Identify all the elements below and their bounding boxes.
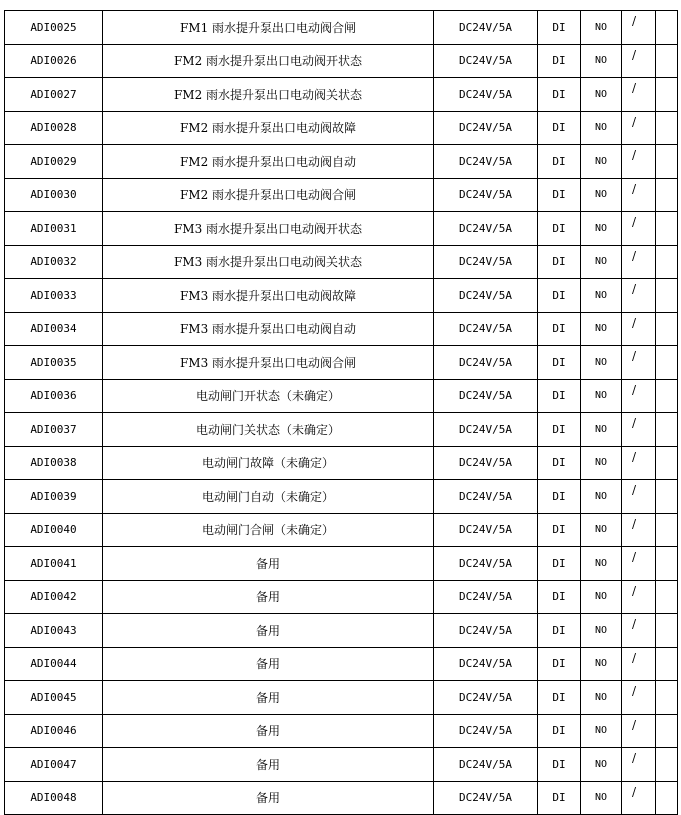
description-cell: 电动闸门关状态（未确定） bbox=[103, 413, 434, 447]
description-cell: FM3 雨水提升泵出口电动阀开状态 bbox=[103, 212, 434, 246]
spec-cell: DC24V/5A bbox=[434, 111, 538, 145]
table-row bbox=[5, 748, 678, 782]
table-row bbox=[5, 212, 678, 246]
description-cell: 备用 bbox=[103, 547, 434, 581]
description-cell: 电动闸门合闸（未确定） bbox=[103, 513, 434, 547]
extra-cell bbox=[656, 111, 678, 145]
extra-cell bbox=[656, 312, 678, 346]
contact-type-cell: NO bbox=[581, 11, 622, 45]
description-cell: FM2 雨水提升泵出口电动阀自动 bbox=[103, 145, 434, 179]
point-code-cell: ADI0026 bbox=[5, 44, 103, 78]
signal-type-cell: DI bbox=[538, 714, 581, 748]
signal-type-cell: DI bbox=[538, 480, 581, 514]
extra-cell bbox=[656, 413, 678, 447]
io-point-table bbox=[4, 10, 678, 815]
table-row bbox=[5, 781, 678, 815]
signal-type-cell: DI bbox=[538, 379, 581, 413]
spec-cell: DC24V/5A bbox=[434, 580, 538, 614]
remark-cell: / bbox=[622, 178, 656, 212]
description-cell: FM1 雨水提升泵出口电动阀合闸 bbox=[103, 11, 434, 45]
table-row bbox=[5, 413, 678, 447]
spec-cell: DC24V/5A bbox=[434, 312, 538, 346]
description-cell: 备用 bbox=[103, 681, 434, 715]
description-cell: FM2 雨水提升泵出口电动阀关状态 bbox=[103, 78, 434, 112]
point-code-cell: ADI0032 bbox=[5, 245, 103, 279]
table-row bbox=[5, 480, 678, 514]
spec-cell: DC24V/5A bbox=[434, 748, 538, 782]
point-code-cell: ADI0036 bbox=[5, 379, 103, 413]
signal-type-cell: DI bbox=[538, 145, 581, 179]
table-row bbox=[5, 513, 678, 547]
contact-type-cell: NO bbox=[581, 78, 622, 112]
extra-cell bbox=[656, 212, 678, 246]
spec-cell: DC24V/5A bbox=[434, 78, 538, 112]
signal-type-cell: DI bbox=[538, 44, 581, 78]
signal-type-cell: DI bbox=[538, 748, 581, 782]
point-code-cell: ADI0030 bbox=[5, 178, 103, 212]
extra-cell bbox=[656, 480, 678, 514]
contact-type-cell: NO bbox=[581, 413, 622, 447]
remark-cell: / bbox=[622, 647, 656, 681]
table-body bbox=[5, 11, 678, 815]
table-row bbox=[5, 178, 678, 212]
point-code-cell: ADI0047 bbox=[5, 748, 103, 782]
spec-cell: DC24V/5A bbox=[434, 212, 538, 246]
point-code-cell: ADI0043 bbox=[5, 614, 103, 648]
signal-type-cell: DI bbox=[538, 413, 581, 447]
contact-type-cell: NO bbox=[581, 346, 622, 380]
remark-cell: / bbox=[622, 714, 656, 748]
remark-cell: / bbox=[622, 145, 656, 179]
description-cell: 备用 bbox=[103, 748, 434, 782]
extra-cell bbox=[656, 446, 678, 480]
spec-cell: DC24V/5A bbox=[434, 245, 538, 279]
extra-cell bbox=[656, 547, 678, 581]
extra-cell bbox=[656, 580, 678, 614]
point-code-cell: ADI0034 bbox=[5, 312, 103, 346]
spec-cell: DC24V/5A bbox=[434, 781, 538, 815]
extra-cell bbox=[656, 78, 678, 112]
contact-type-cell: NO bbox=[581, 681, 622, 715]
table-row bbox=[5, 11, 678, 45]
extra-cell bbox=[656, 647, 678, 681]
contact-type-cell: NO bbox=[581, 279, 622, 313]
spec-cell: DC24V/5A bbox=[434, 446, 538, 480]
contact-type-cell: NO bbox=[581, 714, 622, 748]
spec-cell: DC24V/5A bbox=[434, 145, 538, 179]
extra-cell bbox=[656, 44, 678, 78]
signal-type-cell: DI bbox=[538, 111, 581, 145]
description-cell: 备用 bbox=[103, 781, 434, 815]
contact-type-cell: NO bbox=[581, 781, 622, 815]
table-row bbox=[5, 279, 678, 313]
contact-type-cell: NO bbox=[581, 44, 622, 78]
signal-type-cell: DI bbox=[538, 681, 581, 715]
extra-cell bbox=[656, 614, 678, 648]
point-code-cell: ADI0042 bbox=[5, 580, 103, 614]
signal-type-cell: DI bbox=[538, 547, 581, 581]
point-code-cell: ADI0037 bbox=[5, 413, 103, 447]
contact-type-cell: NO bbox=[581, 379, 622, 413]
remark-cell: / bbox=[622, 212, 656, 246]
remark-cell: / bbox=[622, 111, 656, 145]
spec-cell: DC24V/5A bbox=[434, 379, 538, 413]
point-code-cell: ADI0033 bbox=[5, 279, 103, 313]
signal-type-cell: DI bbox=[538, 346, 581, 380]
extra-cell bbox=[656, 145, 678, 179]
point-code-cell: ADI0031 bbox=[5, 212, 103, 246]
point-code-cell: ADI0040 bbox=[5, 513, 103, 547]
table-row bbox=[5, 379, 678, 413]
remark-cell: / bbox=[622, 312, 656, 346]
point-code-cell: ADI0044 bbox=[5, 647, 103, 681]
extra-cell bbox=[656, 279, 678, 313]
spec-cell: DC24V/5A bbox=[434, 44, 538, 78]
description-cell: 备用 bbox=[103, 614, 434, 648]
contact-type-cell: NO bbox=[581, 145, 622, 179]
extra-cell bbox=[656, 513, 678, 547]
spec-cell: DC24V/5A bbox=[434, 480, 538, 514]
point-code-cell: ADI0027 bbox=[5, 78, 103, 112]
remark-cell: / bbox=[622, 580, 656, 614]
remark-cell: / bbox=[622, 480, 656, 514]
point-code-cell: ADI0035 bbox=[5, 346, 103, 380]
description-cell: FM3 雨水提升泵出口电动阀合闸 bbox=[103, 346, 434, 380]
contact-type-cell: NO bbox=[581, 580, 622, 614]
description-cell: 电动闸门自动（未确定） bbox=[103, 480, 434, 514]
description-cell: 备用 bbox=[103, 647, 434, 681]
table-row bbox=[5, 346, 678, 380]
table-row bbox=[5, 580, 678, 614]
signal-type-cell: DI bbox=[538, 178, 581, 212]
point-code-cell: ADI0041 bbox=[5, 547, 103, 581]
description-cell: FM2 雨水提升泵出口电动阀合闸 bbox=[103, 178, 434, 212]
signal-type-cell: DI bbox=[538, 212, 581, 246]
point-code-cell: ADI0029 bbox=[5, 145, 103, 179]
extra-cell bbox=[656, 379, 678, 413]
table-row bbox=[5, 312, 678, 346]
signal-type-cell: DI bbox=[538, 614, 581, 648]
signal-type-cell: DI bbox=[538, 312, 581, 346]
spec-cell: DC24V/5A bbox=[434, 413, 538, 447]
remark-cell: / bbox=[622, 245, 656, 279]
extra-cell bbox=[656, 245, 678, 279]
remark-cell: / bbox=[622, 748, 656, 782]
signal-type-cell: DI bbox=[538, 647, 581, 681]
table-row bbox=[5, 614, 678, 648]
description-cell: FM3 雨水提升泵出口电动阀故障 bbox=[103, 279, 434, 313]
description-cell: 备用 bbox=[103, 714, 434, 748]
point-code-cell: ADI0038 bbox=[5, 446, 103, 480]
point-code-cell: ADI0028 bbox=[5, 111, 103, 145]
table-row bbox=[5, 681, 678, 715]
contact-type-cell: NO bbox=[581, 446, 622, 480]
description-cell: 电动闸门故障（未确定） bbox=[103, 446, 434, 480]
spec-cell: DC24V/5A bbox=[434, 279, 538, 313]
remark-cell: / bbox=[622, 513, 656, 547]
contact-type-cell: NO bbox=[581, 513, 622, 547]
table-row bbox=[5, 78, 678, 112]
extra-cell bbox=[656, 781, 678, 815]
description-cell: FM3 雨水提升泵出口电动阀自动 bbox=[103, 312, 434, 346]
signal-type-cell: DI bbox=[538, 78, 581, 112]
remark-cell: / bbox=[622, 379, 656, 413]
contact-type-cell: NO bbox=[581, 312, 622, 346]
description-cell: 电动闸门开状态（未确定） bbox=[103, 379, 434, 413]
spec-cell: DC24V/5A bbox=[434, 547, 538, 581]
remark-cell: / bbox=[622, 44, 656, 78]
spec-cell: DC24V/5A bbox=[434, 614, 538, 648]
table-row bbox=[5, 647, 678, 681]
remark-cell: / bbox=[622, 78, 656, 112]
contact-type-cell: NO bbox=[581, 748, 622, 782]
remark-cell: / bbox=[622, 279, 656, 313]
spec-cell: DC24V/5A bbox=[434, 714, 538, 748]
spec-cell: DC24V/5A bbox=[434, 681, 538, 715]
extra-cell bbox=[656, 714, 678, 748]
spec-cell: DC24V/5A bbox=[434, 647, 538, 681]
table-row bbox=[5, 145, 678, 179]
signal-type-cell: DI bbox=[538, 781, 581, 815]
description-cell: FM3 雨水提升泵出口电动阀关状态 bbox=[103, 245, 434, 279]
table-row bbox=[5, 111, 678, 145]
extra-cell bbox=[656, 748, 678, 782]
extra-cell bbox=[656, 178, 678, 212]
description-cell: FM2 雨水提升泵出口电动阀开状态 bbox=[103, 44, 434, 78]
description-cell: FM2 雨水提升泵出口电动阀故障 bbox=[103, 111, 434, 145]
contact-type-cell: NO bbox=[581, 178, 622, 212]
point-code-cell: ADI0046 bbox=[5, 714, 103, 748]
point-code-cell: ADI0045 bbox=[5, 681, 103, 715]
table-row bbox=[5, 446, 678, 480]
remark-cell: / bbox=[622, 446, 656, 480]
contact-type-cell: NO bbox=[581, 480, 622, 514]
remark-cell: / bbox=[622, 413, 656, 447]
signal-type-cell: DI bbox=[538, 245, 581, 279]
extra-cell bbox=[656, 681, 678, 715]
signal-type-cell: DI bbox=[538, 279, 581, 313]
remark-cell: / bbox=[622, 346, 656, 380]
table-row bbox=[5, 714, 678, 748]
contact-type-cell: NO bbox=[581, 547, 622, 581]
table-row bbox=[5, 245, 678, 279]
remark-cell: / bbox=[622, 614, 656, 648]
table-row bbox=[5, 547, 678, 581]
description-cell: 备用 bbox=[103, 580, 434, 614]
extra-cell bbox=[656, 11, 678, 45]
contact-type-cell: NO bbox=[581, 212, 622, 246]
extra-cell bbox=[656, 346, 678, 380]
signal-type-cell: DI bbox=[538, 11, 581, 45]
point-code-cell: ADI0048 bbox=[5, 781, 103, 815]
contact-type-cell: NO bbox=[581, 111, 622, 145]
spec-cell: DC24V/5A bbox=[434, 346, 538, 380]
remark-cell: / bbox=[622, 781, 656, 815]
contact-type-cell: NO bbox=[581, 614, 622, 648]
point-code-cell: ADI0039 bbox=[5, 480, 103, 514]
spec-cell: DC24V/5A bbox=[434, 11, 538, 45]
point-code-cell: ADI0025 bbox=[5, 11, 103, 45]
signal-type-cell: DI bbox=[538, 446, 581, 480]
signal-type-cell: DI bbox=[538, 513, 581, 547]
contact-type-cell: NO bbox=[581, 647, 622, 681]
spec-cell: DC24V/5A bbox=[434, 178, 538, 212]
contact-type-cell: NO bbox=[581, 245, 622, 279]
table-row bbox=[5, 44, 678, 78]
signal-type-cell: DI bbox=[538, 580, 581, 614]
remark-cell: / bbox=[622, 547, 656, 581]
remark-cell: / bbox=[622, 681, 656, 715]
spec-cell: DC24V/5A bbox=[434, 513, 538, 547]
remark-cell: / bbox=[622, 11, 656, 45]
